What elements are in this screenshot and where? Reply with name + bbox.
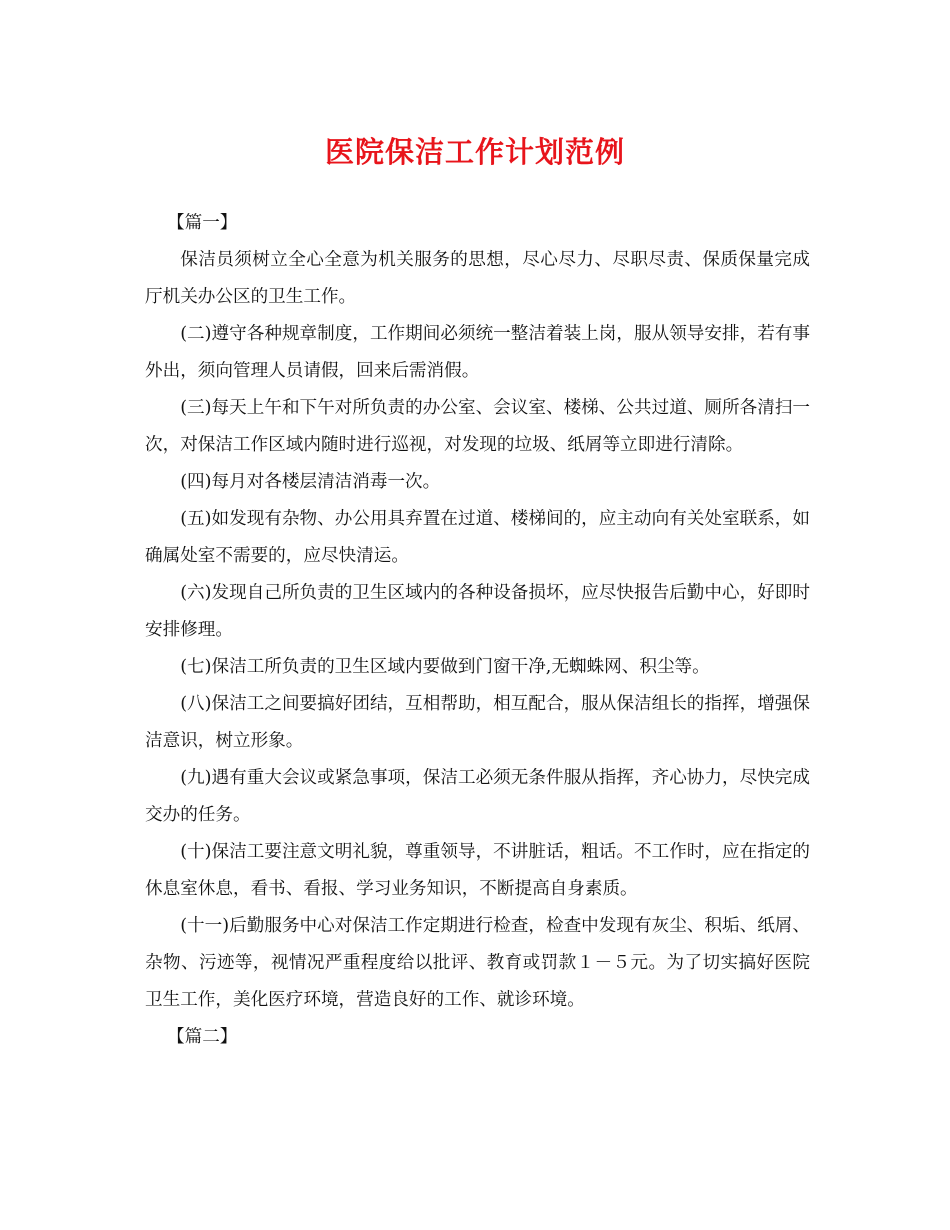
section-heading-2: 【篇二】: [167, 1027, 238, 1047]
paragraph: (八)保洁工之间要搞好团结，互相帮助，相互配合，服从保洁组长的指挥，增强保洁意识，树立形象。: [145, 694, 810, 751]
paragraph: (十)保洁工要注意文明礼貌，尊重领导，不讲脏话，粗话。不工作时，应在指定的休息室休息，看书、看报、学习业务知识，不断提高自身素质。: [145, 842, 810, 899]
paragraph: 保洁员须树立全心全意为机关服务的思想，尽心尽力、尽职尽责、保质保量完成厅机关办公区的卫生工作。: [145, 250, 810, 307]
paragraph: (九)遇有重大会议或紧急事项，保洁工必须无条件服从指挥，齐心协力，尽快完成交办的任务。: [145, 768, 810, 825]
document-title: 医院保洁工作计划范例: [324, 135, 625, 169]
paragraph: (四)每月对各楼层清洁消毒一次。: [180, 472, 441, 492]
paragraph: (二)遵守各种规章制度，工作期间必须统一整洁着装上岗，服从领导安排，若有事外出，须向管理人员请假，回来后需消假。: [145, 324, 810, 381]
paragraph: (七)保洁工所负责的卫生区域内要做到门窗干净,无蜘蛛网、积尘等。: [180, 657, 710, 677]
section-heading-1: 【篇一】: [167, 213, 238, 233]
paragraph: (六)发现自己所负责的卫生区域内的各种设备损坏，应尽快报告后勤中心，好即时安排修理。: [145, 583, 810, 640]
paragraph: (五)如发现有杂物、办公用具弃置在过道、楼梯间的，应主动向有关处室联系，如确属处室不需要的，应尽快清运。: [145, 509, 810, 566]
paragraph: (十一)后勤服务中心对保洁工作定期进行检查，检查中发现有灰尘、积垢、纸屑、杂物、污迹等，视情况严重程度给以批评、教育或罚款１－５元。为了切实搞好医院卫生工作，美化医疗环境，营造良好的工作、就诊环境。: [145, 916, 810, 1010]
document-body: [145, 205, 810, 1056]
paragraph: (三)每天上午和下午对所负责的办公室、会议室、楼梯、公共过道、厕所各清扫一次，对保洁工作区域内随时进行巡视，对发现的垃圾、纸屑等立即进行清除。: [145, 398, 810, 455]
